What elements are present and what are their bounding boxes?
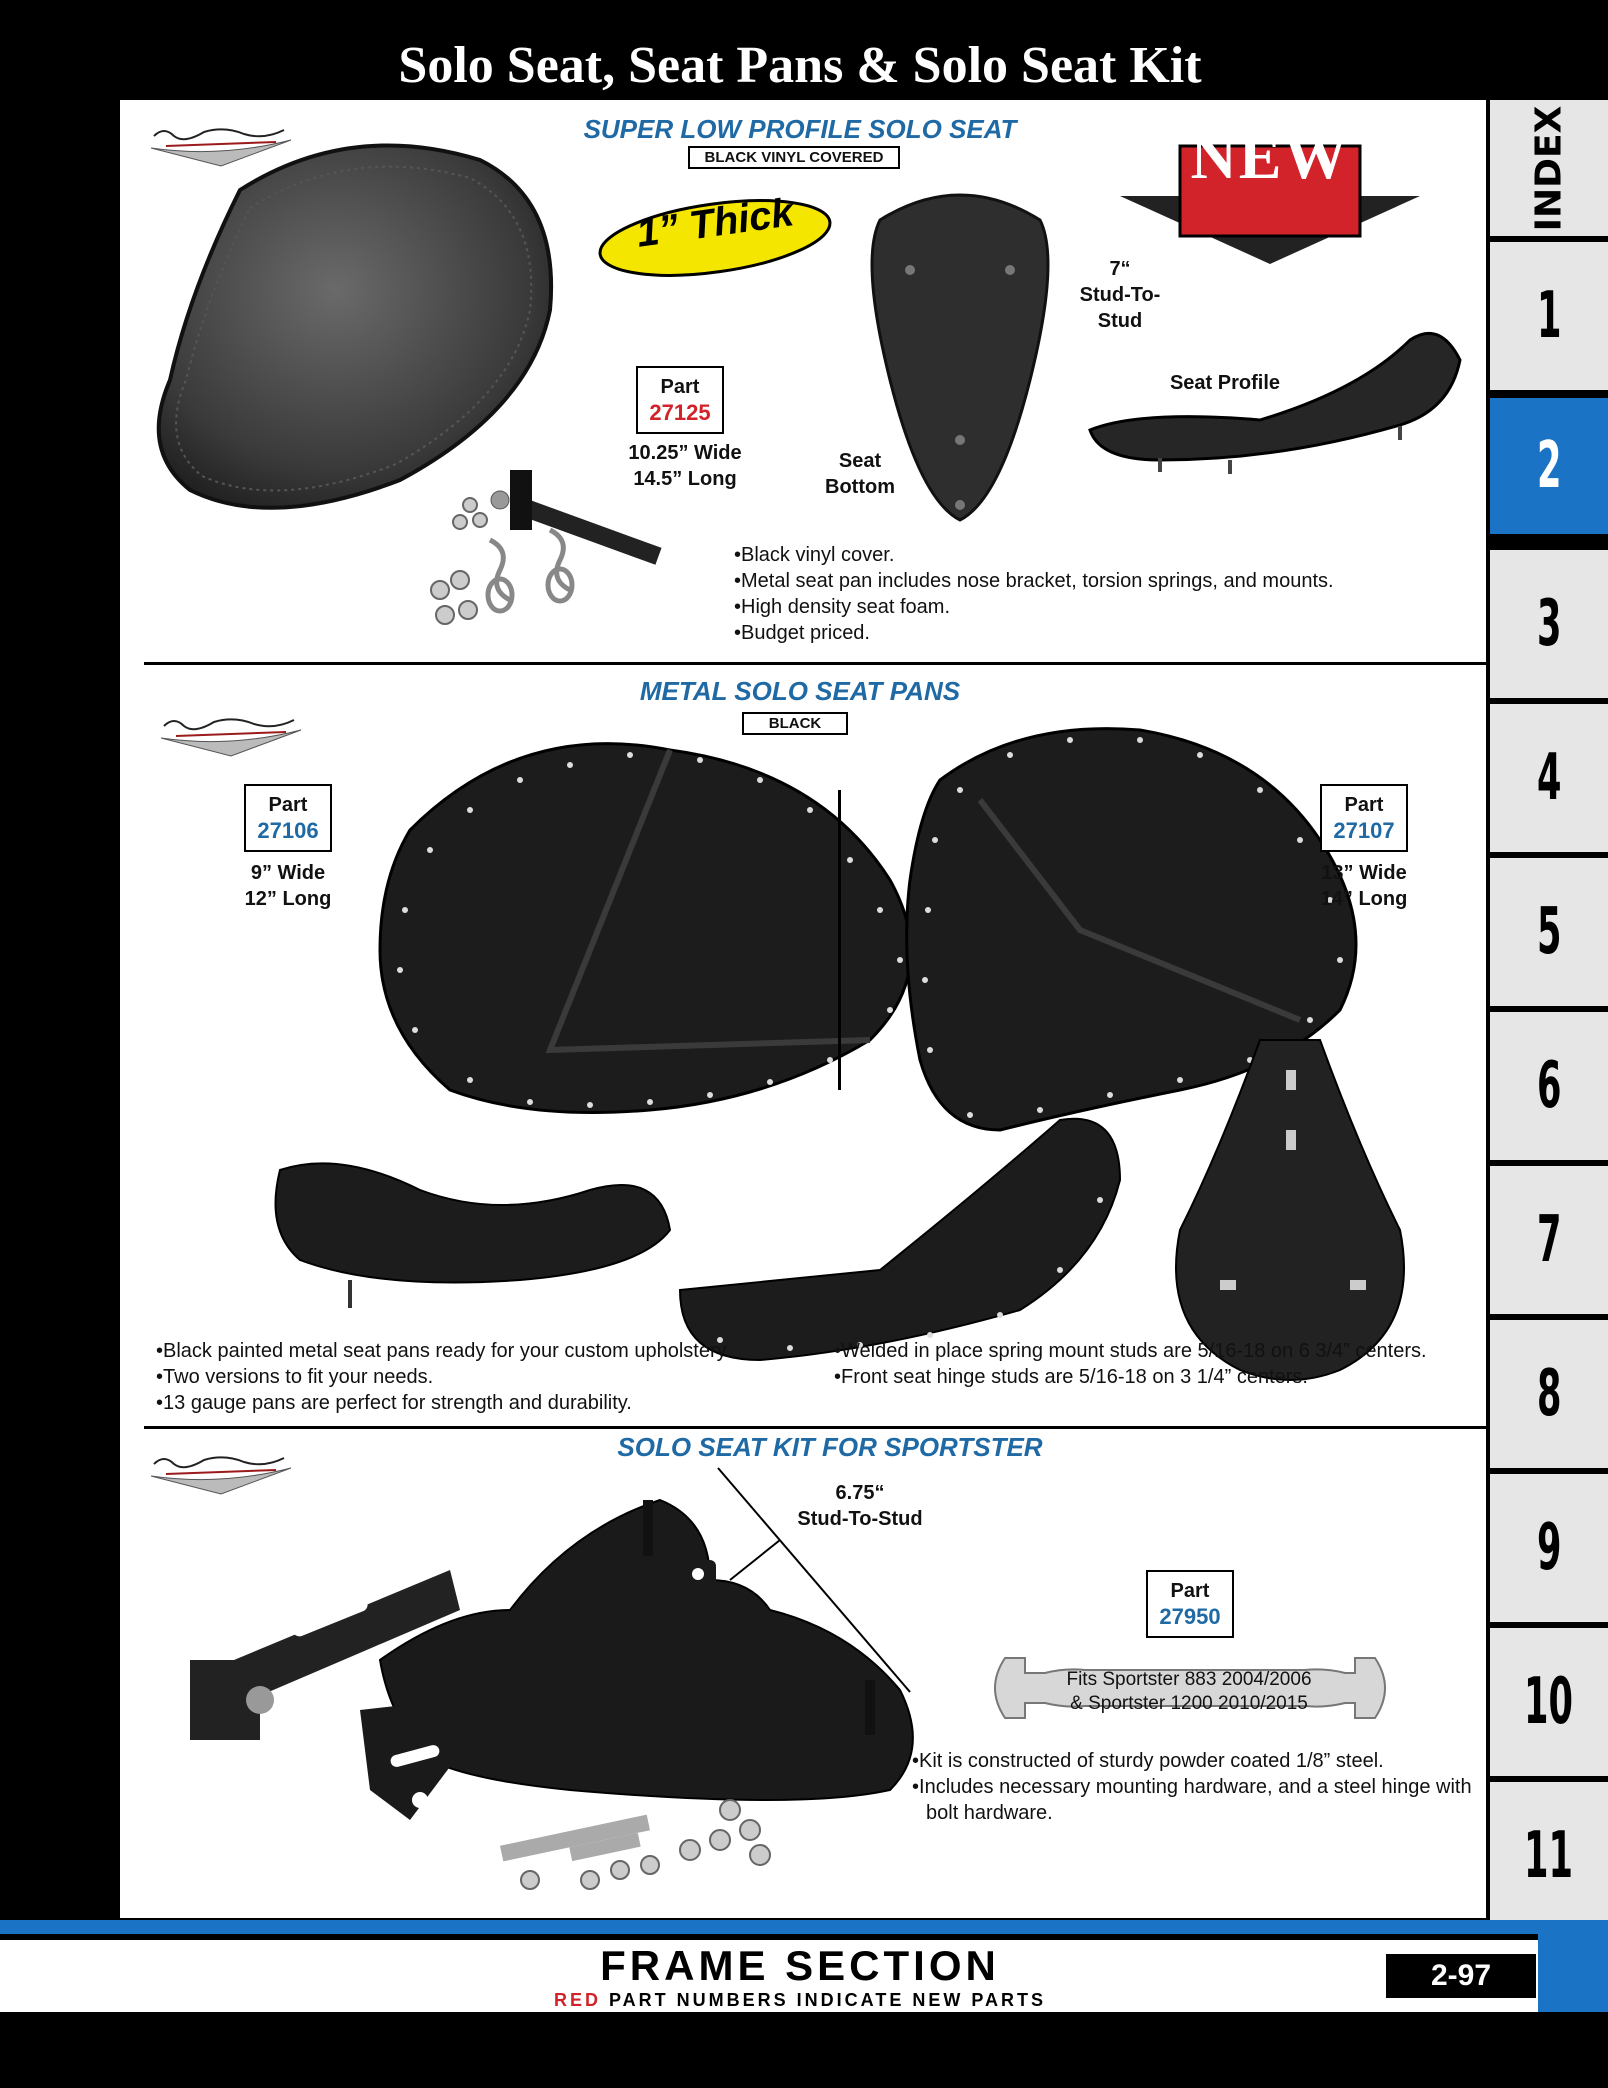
tab-label: 8 <box>1536 1357 1562 1431</box>
tab-6[interactable] <box>1490 1012 1608 1160</box>
part-box-27107 <box>1320 784 1408 852</box>
bullet-item: • Two versions to fit your needs. <box>156 1364 936 1390</box>
footer-sub-red: RED <box>553 1990 601 2010</box>
dims-27107-length: 14” Long <box>1320 888 1408 910</box>
thick-badge-text: 1” Thick <box>633 190 797 256</box>
bullet-item: • Welded in place spring mount studs are 5/16-18 on 6 3/4” centers. <box>834 1338 1434 1364</box>
part-box-27106 <box>244 784 332 852</box>
tab-label: 10 <box>1524 1665 1574 1739</box>
footer-band <box>0 1920 1608 1934</box>
label-seat-bottom-line1: Seat <box>838 450 882 472</box>
page-title: Solo Seat, Seat Pans & Solo Seat Kit <box>398 37 1202 94</box>
tab-label: INDEX <box>1528 105 1570 231</box>
bullet-item: • Black painted metal seat pans ready for your custom upholstery. <box>156 1338 936 1364</box>
dims-27125 <box>610 440 760 492</box>
bullet-item: • Kit is constructed of sturdy powder coated 1/8” steel. <box>912 1748 1472 1774</box>
footer-corner <box>1538 1920 1608 2012</box>
seat-pan-angle-image <box>660 1090 1130 1380</box>
tag-black: BLACK <box>742 712 848 735</box>
seat-pan-bottom-image <box>1160 1030 1420 1390</box>
seat-bottom-image <box>840 180 1080 560</box>
content-area <box>120 100 1486 1918</box>
tab-3[interactable] <box>1490 550 1608 698</box>
dims-27106 <box>220 860 356 912</box>
part-label: Part <box>660 376 700 398</box>
part-label: Part <box>268 794 308 816</box>
tab-8[interactable] <box>1490 1320 1608 1468</box>
bullets-solo-seat-kit <box>912 1748 1472 1826</box>
part-number-27106: 27106 <box>257 818 319 843</box>
section-title-solo-seat-kit: SOLO SEAT KIT FOR SPORTSTER <box>617 1432 1043 1462</box>
bullets-seat-pans-left <box>156 1338 936 1416</box>
fitment-line-2: & Sportster 1200 2010/2015 <box>1070 1693 1308 1714</box>
part-label: Part <box>1344 794 1384 816</box>
part-number-27950: 27950 <box>1159 1604 1221 1629</box>
fitment-line-1: Fits Sportster 883 2004/2006 <box>1066 1669 1312 1690</box>
section-title-solo-seat: SUPER LOW PROFILE SOLO SEAT <box>583 114 1017 144</box>
tag-black-vinyl: BLACK VINYL COVERED <box>688 146 900 169</box>
part-label: Part <box>1170 1580 1210 1602</box>
bullets-solo-seat <box>734 542 1494 646</box>
bullet-item: • Metal seat pan includes nose bracket, torsion springs, and mounts. <box>734 568 1494 594</box>
page-number: 2-97 <box>1386 1954 1536 1998</box>
footer-title: FRAME SECTION <box>600 1942 1000 1989</box>
tab-label: 4 <box>1536 741 1562 815</box>
seat-pan-side-image <box>260 1130 680 1310</box>
part-box-27125 <box>636 366 724 434</box>
bullet-item: • Black vinyl cover. <box>734 542 1494 568</box>
tab-label: 6 <box>1536 1049 1562 1123</box>
tab-index[interactable] <box>1490 100 1608 236</box>
dims-27106-width: 9” Wide <box>250 862 326 884</box>
footer-sub-rest: PART NUMBERS INDICATE NEW PARTS <box>601 1990 1046 2010</box>
tab-11[interactable] <box>1490 1782 1608 1930</box>
bullet-item: • Budget priced. <box>734 620 1494 646</box>
bullet-item: • Front seat hinge studs are 5/16-18 on 3 1/4” centers. <box>834 1364 1434 1390</box>
label-stud-675-text: Stud-To-Stud <box>797 1508 923 1530</box>
section-divider-2 <box>144 1426 1500 1429</box>
dims-27125-width: 10.25” Wide <box>628 442 742 464</box>
tab-10[interactable] <box>1490 1628 1608 1776</box>
tab-label: 2 <box>1536 429 1562 503</box>
solo-seat-kit-image <box>150 1460 1050 1910</box>
dims-27106-length: 12” Long <box>244 888 332 910</box>
wrench-fitment-text <box>1030 1668 1348 1716</box>
tab-label: 9 <box>1536 1511 1562 1585</box>
dims-27107-width: 13” Wide <box>1321 862 1407 884</box>
tab-label: 7 <box>1536 1203 1562 1277</box>
hardbody-logo <box>156 708 306 758</box>
tab-label: 11 <box>1524 1819 1574 1893</box>
label-stud-675-value: 6.75“ <box>835 1482 885 1504</box>
new-badge-text: NEW <box>1190 121 1350 192</box>
bullets-seat-pans-right <box>834 1338 1434 1390</box>
label-stud-7-text: Stud-To-Stud <box>1079 284 1161 332</box>
pan-divider <box>838 790 841 1090</box>
part-box-27950 <box>1146 1570 1234 1638</box>
bullet-item: • 13 gauge pans are perfect for strength and durability. <box>156 1390 936 1416</box>
dims-27125-length: 14.5” Long <box>633 468 737 490</box>
bullet-item: • Includes necessary mounting hardware, and a steel hinge with bolt hardware. <box>912 1774 1472 1826</box>
tab-label: 5 <box>1536 895 1562 969</box>
label-stud-7-value: 7“ <box>1109 258 1131 280</box>
tab-4[interactable] <box>1490 704 1608 852</box>
label-seat-bottom <box>800 448 920 500</box>
tab-9[interactable] <box>1490 1474 1608 1622</box>
tab-2[interactable] <box>1490 392 1608 540</box>
part-number-27125: 27125 <box>649 400 711 425</box>
footer-subtitle <box>440 1990 1160 2011</box>
section-divider-1 <box>144 662 1494 665</box>
tab-5[interactable] <box>1490 858 1608 1006</box>
label-seat-bottom-line2: Bottom <box>825 476 895 498</box>
tab-label: 3 <box>1536 587 1562 661</box>
dims-27107 <box>1296 860 1432 912</box>
section-title-seat-pans: METAL SOLO SEAT PANS <box>639 676 961 706</box>
part-number-27107: 27107 <box>1333 818 1395 843</box>
bullet-item: • High density seat foam. <box>734 594 1494 620</box>
tab-7[interactable] <box>1490 1166 1608 1314</box>
tab-label: 1 <box>1536 279 1562 353</box>
tab-1[interactable] <box>1490 242 1608 390</box>
label-stud-to-stud-7 <box>1060 256 1180 334</box>
label-seat-profile: Seat Profile <box>1169 372 1281 394</box>
